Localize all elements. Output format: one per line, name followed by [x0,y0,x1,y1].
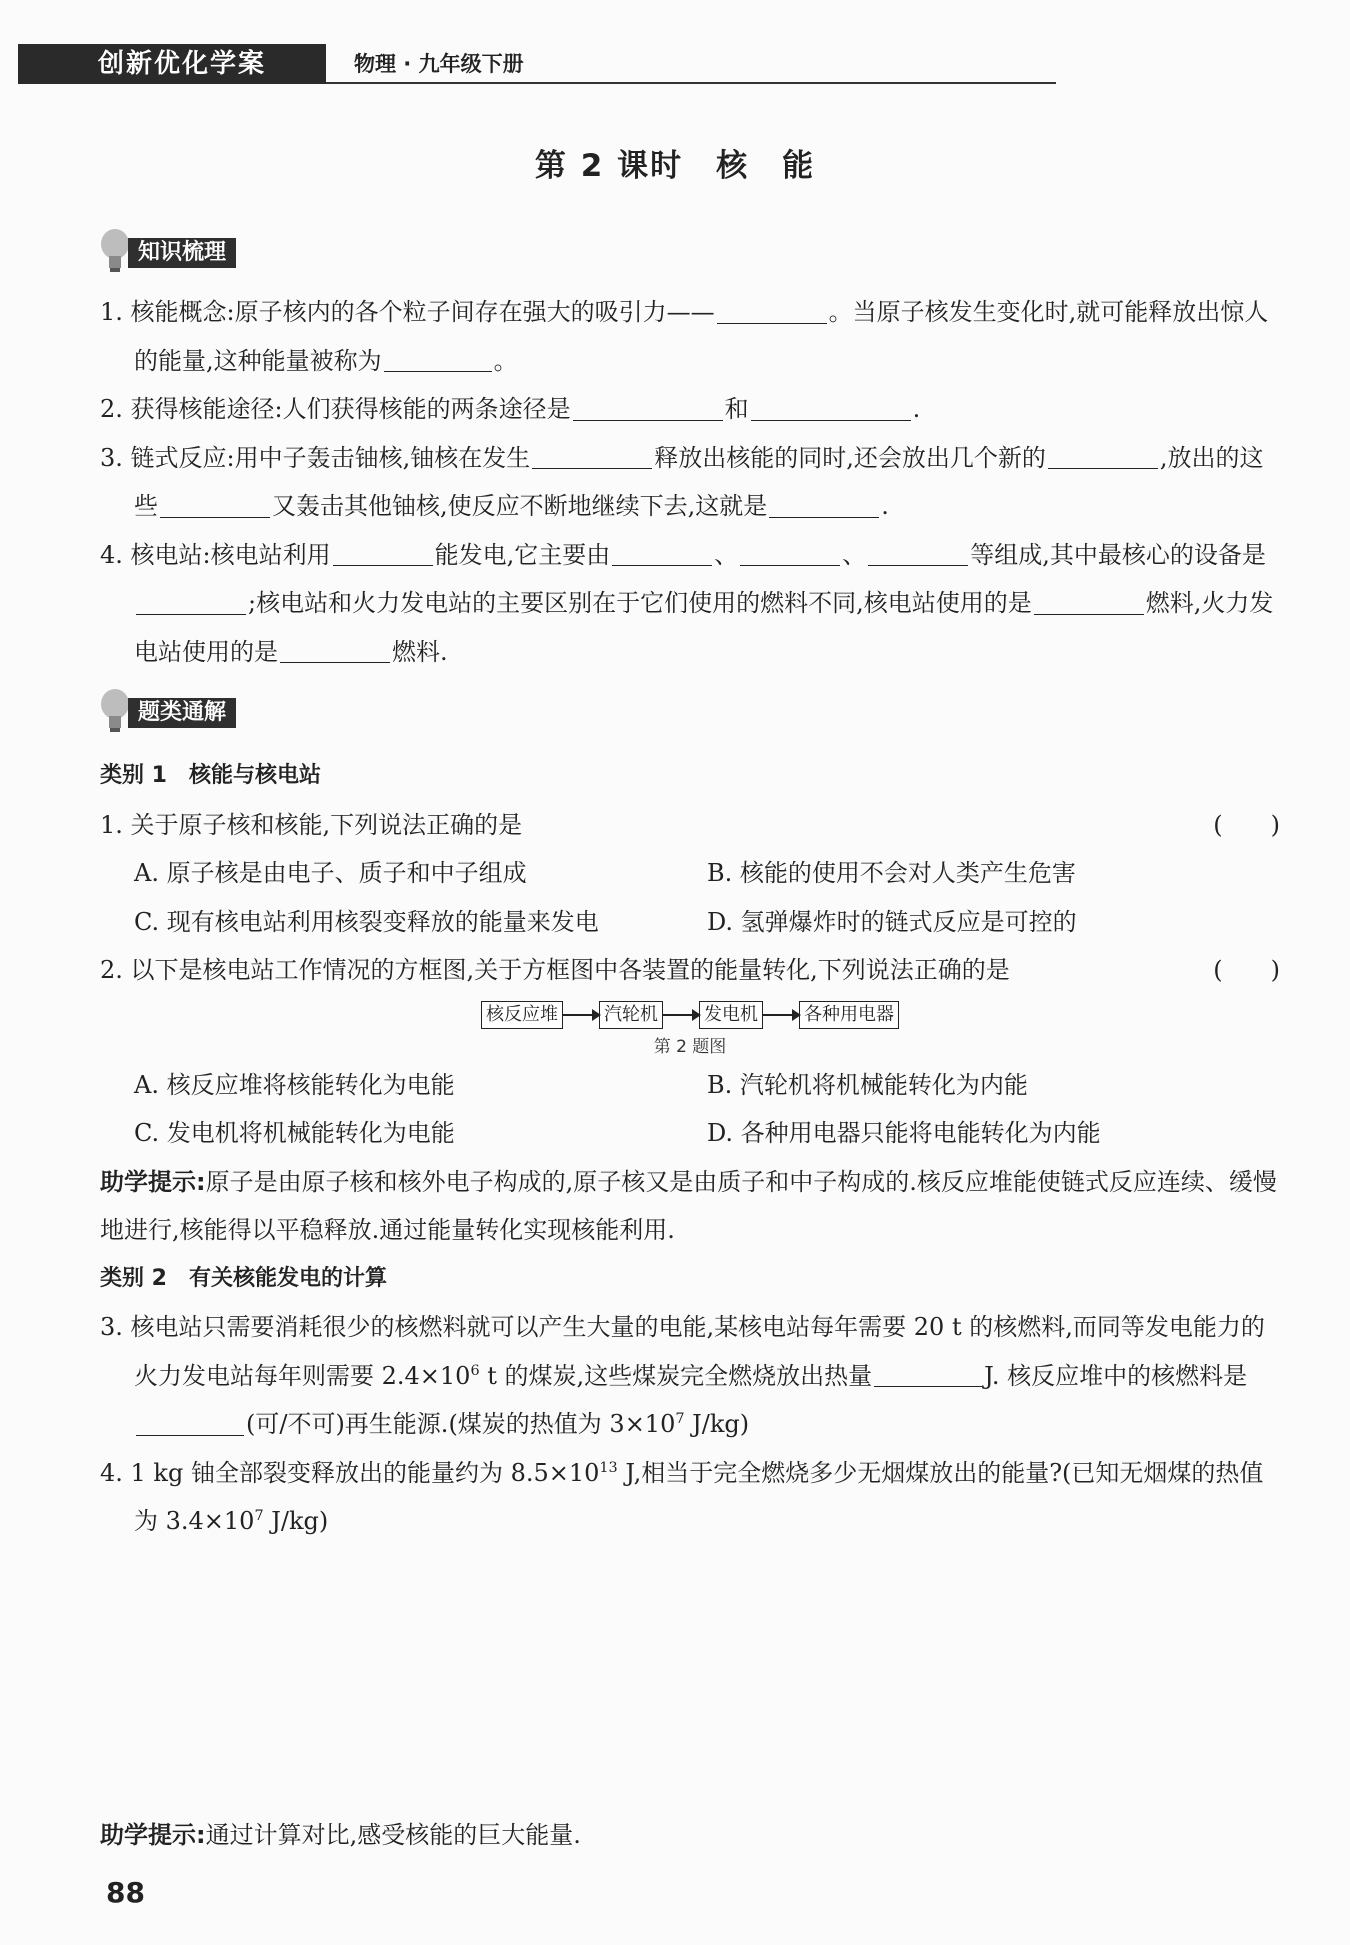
figure-caption: 第 2 题图 [653,1036,727,1057]
fill-blank[interactable] [751,396,911,421]
question-3: 3. 核电站只需要消耗很少的核燃料就可以产生大量的电能,某核电站每年需要 20 t 的核燃料,而同等发电能力的火力发电站每年则需要 $2.4\times 10^6$ t 的煤炭,这些煤炭完全燃烧放出热量 J. 核反应堆中的核燃料是(可/不可)再生能源.(煤炭的热值为 $3\times 10^7$ J/kg) [100,1313,1265,1438]
question-2 [100,946,1280,995]
hint-label: 助学提示: [100,1821,206,1849]
hint-label: 助学提示: [100,1167,206,1196]
study-hint-2 [100,1815,581,1855]
option-d[interactable]: D. 各种用电器只能将电能转化为内能 [707,1119,1101,1147]
question-4: 4. 1 kg 铀全部裂变释放出的能量约为 $8.5\times 10^{13}$ J,相当于完全燃烧多少无烟煤放出的能量?(已知无烟煤的热值为 $3.4\times 10^7$ J/kg) [100,1458,1264,1535]
flow-box-reactor: 核反应堆 [481,1001,563,1029]
page-number: 88 [106,1876,145,1909]
answer-paren[interactable]: ( ) [1213,810,1280,839]
section-label: 题类通解 [128,698,236,728]
arrow-icon [563,1014,599,1016]
option-b[interactable]: B. 汽轮机将机械能转化为内能 [707,1070,1028,1099]
fill-blank[interactable] [136,1411,244,1436]
study-hint-1 [100,1158,1280,1255]
arrow-icon [763,1014,799,1016]
knowledge-item-1: 1. 核能概念:原子核内的各个粒子间存在强大的吸引力—— 。当原子核发生变化时,就可能释放出惊人的能量,这种能量被称为 。 [100,298,1269,375]
knowledge-item-4: 4. 核电站:核电站利用 能发电,它主要由 、 、 等组成,其中最核心的设备是;核电站和火力发电站的主要区别在于它们使用的燃料不同,核电站使用的是 燃料,火力发电站使用的是 燃料. [100,540,1274,666]
fill-blank[interactable] [874,1362,982,1387]
fill-blank[interactable] [333,541,433,566]
answer-paren[interactable]: ( ) [1213,956,1280,984]
flow-box-generator: 发电机 [699,1001,763,1029]
question-1 [100,801,1280,850]
section-label: 知识梳理 [128,238,236,268]
option-c[interactable]: C. 发电机将机械能转化为电能 [134,1119,455,1147]
question-2-options [100,1061,1280,1158]
fill-blank[interactable] [717,299,827,324]
fill-blank[interactable] [384,347,492,372]
fill-blank[interactable] [740,541,840,566]
page-header [18,44,1058,84]
option-d[interactable]: D. 氢弹爆炸时的链式反应是可控的 [707,907,1077,936]
fill-blank[interactable] [769,493,879,518]
header-rule [326,82,1056,84]
question-stem: 1. 关于原子核和核能,下列说法正确的是 [100,810,523,839]
category-heading-1: 类别 1 核能与核电站 [100,763,321,788]
fill-blank[interactable] [160,493,270,518]
hint-text: 原子是由原子核和核外电子构成的,原子核又是由质子和中子构成的.核反应堆能使链式反应连续、缓慢地进行,核能得以平稳释放.通过能量转化实现核能利用. [100,1167,1277,1244]
option-b[interactable]: B. 核能的使用不会对人类产生危害 [707,859,1076,887]
flow-box-appliances: 各种用电器 [799,1001,899,1029]
option-c[interactable]: C. 现有核电站利用核裂变释放的能量来发电 [134,907,599,936]
fill-blank[interactable] [573,396,723,421]
question-stem: 2. 以下是核电站工作情况的方框图,关于方框图中各装置的能量转化,下列说法正确的是 [100,956,1010,984]
fill-blank[interactable] [868,541,968,566]
arrow-icon [663,1014,699,1016]
page-title: 第 2 课时 核 能 [534,148,816,184]
fill-blank[interactable] [136,590,246,615]
lightbulb-icon [98,688,132,734]
flow-box-turbine: 汽轮机 [599,1001,663,1029]
category-heading-2: 类别 2 有关核能发电的计算 [100,1265,387,1291]
flow-diagram [100,997,1280,1033]
knowledge-item-2: 2. 获得核能途径:人们获得核能的两条途径是 和 . [100,395,921,423]
problems [100,752,1280,1546]
option-a[interactable]: A. 核反应堆将核能转化为电能 [134,1070,455,1099]
hint-text: 通过计算对比,感受核能的巨大能量. [205,1821,581,1849]
brand-label: 创新优化学案 [18,44,326,84]
knowledge-list [100,288,1280,676]
option-a[interactable]: A. 原子核是由电子、质子和中子组成 [134,859,527,887]
fill-blank[interactable] [612,541,712,566]
fill-blank[interactable] [1048,444,1158,469]
fill-blank[interactable] [532,444,652,469]
question-1-options [100,849,1280,946]
lightbulb-icon [98,228,132,274]
fill-blank[interactable] [280,638,390,663]
subject-label: 物理 · 九年级下册 [354,52,524,76]
knowledge-item-3: 3. 链式反应:用中子轰击铀核,铀核在发生 释放出核能的同时,还会放出几个新的 ,放出的这些 又轰击其他铀核,使反应不断地继续下去,这就是 . [100,443,1264,520]
fill-blank[interactable] [1034,590,1144,615]
